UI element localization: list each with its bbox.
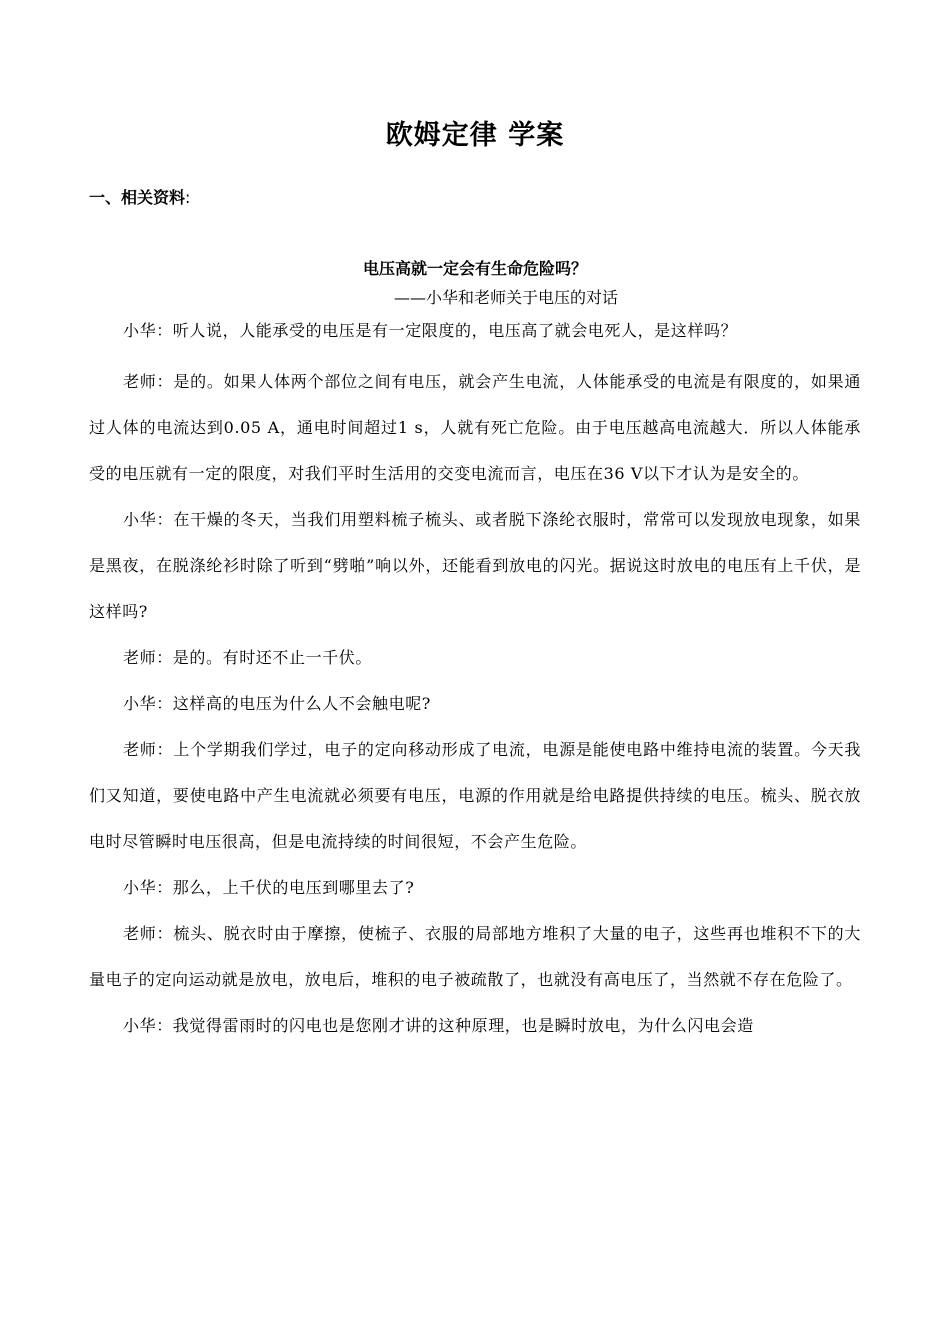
dialogue-paragraph: 小华：我觉得雷雨时的闪电也是您刚才讲的这种原理，也是瞬时放电，为什么闪电会造 [123, 1016, 754, 1035]
dialogue-body [89, 313, 861, 1049]
dialogue-paragraph: 老师：梳头、脱衣时由于摩擦，使梳子、衣服的局部地方堆积了大量的电子，这些再也堆积不下的大量电子的定向运动就是放电，放电后，堆积的电子被疏散了，也就没有高电压了，当然就不存在危险了。 [89, 924, 861, 989]
article-subtitle: ——小华和老师关于电压的对话 [394, 288, 619, 307]
section-heading [89, 185, 190, 211]
dialogue-paragraph: 小华：在干燥的冬天，当我们用塑料梳子梳头、或者脱下涤纶衣服时，常常可以发现放电现象，如果是黑夜，在脱涤纶衫时除了听到“劈啪”响以外，还能看到放电的闪光。据说这时放电的电压有上千伏，是这样吗? [89, 510, 861, 621]
section-heading-text: 一、相关资料 [89, 188, 186, 207]
dialogue-paragraph: 小华：听人说，人能承受的电压是有一定限度的，电压高了就会电死人，是这样吗？ [123, 321, 738, 340]
dialogue-paragraph: 老师：上个学期我们学过，电子的定向移动形成了电流，电源是能使电路中维持电流的装置。今天我们又知道，要使电路中产生电流就必须要有电压，电源的作用就是给电路提供持续的电压。梳头、脱衣放电时尽管瞬时电压很高，但是电流持续的时间很短，不会产生危险。 [89, 740, 861, 851]
dialogue-paragraph: 小华：那么，上千伏的电压到哪里去了? [123, 878, 415, 897]
section-heading-colon: : [185, 188, 191, 207]
dialogue-paragraph: 老师：是的。有时还不止一千伏。 [123, 648, 373, 667]
document-title: 欧姆定律 学案 [385, 120, 565, 151]
dialogue-paragraph: 老师：是的。如果人体两个部位之间有电压，就会产生电流，人体能承受的电流是有限度的，如果通过人体的电流达到0.05 A，通电时间超过1 s，人就有死亡危险。由于电压越高电流越大．所以人体能承受的电压就有一定的限度，对我们平时生活用的交变电流而言，电压在36 V以下才认为是安全的。 [89, 372, 861, 483]
article-title: 电压高就一定会有生命危险吗？ [362, 259, 587, 278]
dialogue-paragraph: 小华：这样高的电压为什么人不会触电呢? [123, 694, 431, 713]
